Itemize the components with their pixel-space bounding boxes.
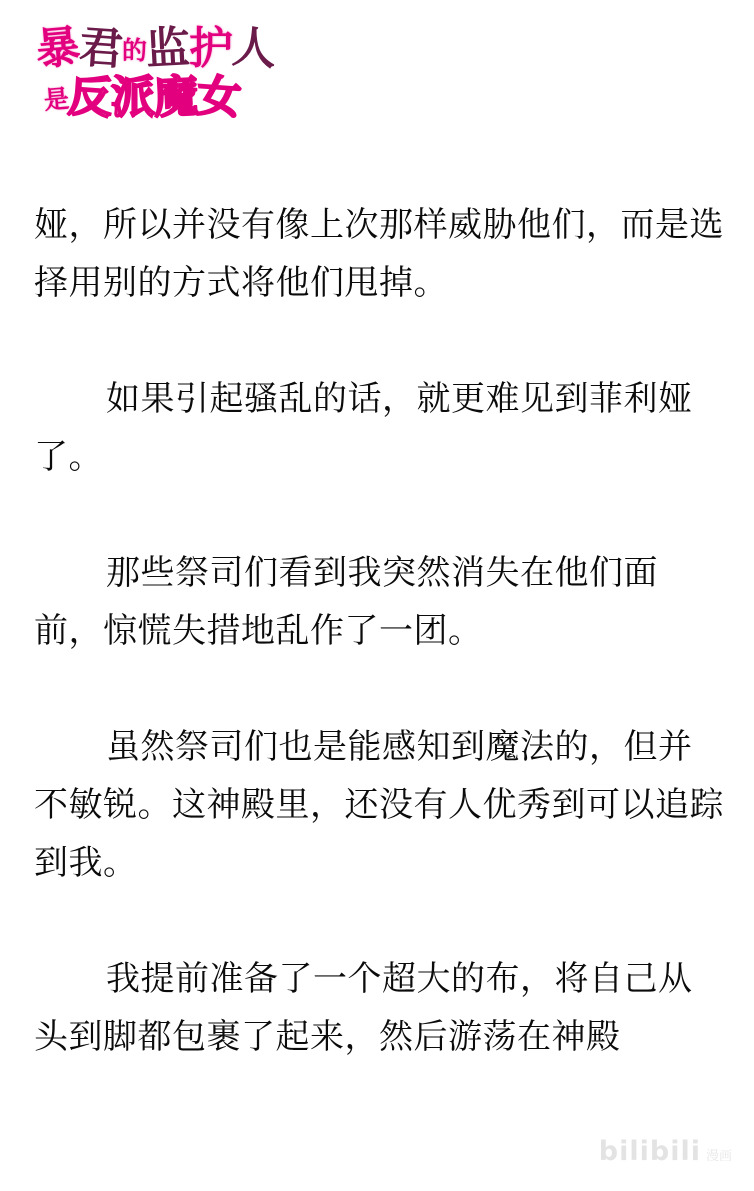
logo-char-9: 派	[111, 72, 155, 123]
logo-char-3: 的	[122, 36, 147, 65]
logo-char-5: 护	[189, 23, 233, 74]
paragraph: 娅，所以并没有像上次那样威胁他们，而是选择用别的方式将他们甩掉。	[34, 205, 724, 303]
logo-char-11: 女	[195, 70, 242, 125]
paragraph: 虽然祭司们也是能感知到魔法的，但并不敏锐。这神殿里，还没有人优秀到可以追踪到我。	[34, 727, 724, 883]
watermark-sub-label: 漫画	[705, 1149, 732, 1164]
series-title-line-2	[30, 70, 280, 125]
logo-char-10: 魔	[152, 70, 199, 125]
paragraph: 我提前准备了一个超大的布，将自己从头到脚都包裹了起来，然后游荡在神殿	[34, 959, 693, 1057]
logo-char-6: 人	[230, 21, 277, 76]
logo-char-2: 君	[77, 21, 124, 76]
page-text-content	[34, 196, 724, 1066]
logo-char-7: 是	[42, 84, 70, 115]
paragraph: 如果引起骚乱的话，就更难见到菲利娅了。	[34, 379, 693, 477]
bilibili-watermark	[598, 1136, 732, 1167]
logo-char-4: 监	[144, 21, 191, 76]
logo-char-8: 反	[66, 70, 113, 125]
series-title-logo	[30, 21, 280, 138]
series-title-line-1	[30, 21, 280, 76]
logo-char-1: 暴	[33, 21, 82, 76]
paragraph: 那些祭司们看到我突然消失在他们面前，惊慌失措地乱作了一团。	[34, 553, 658, 651]
watermark-brand: bilibili	[598, 1136, 701, 1167]
